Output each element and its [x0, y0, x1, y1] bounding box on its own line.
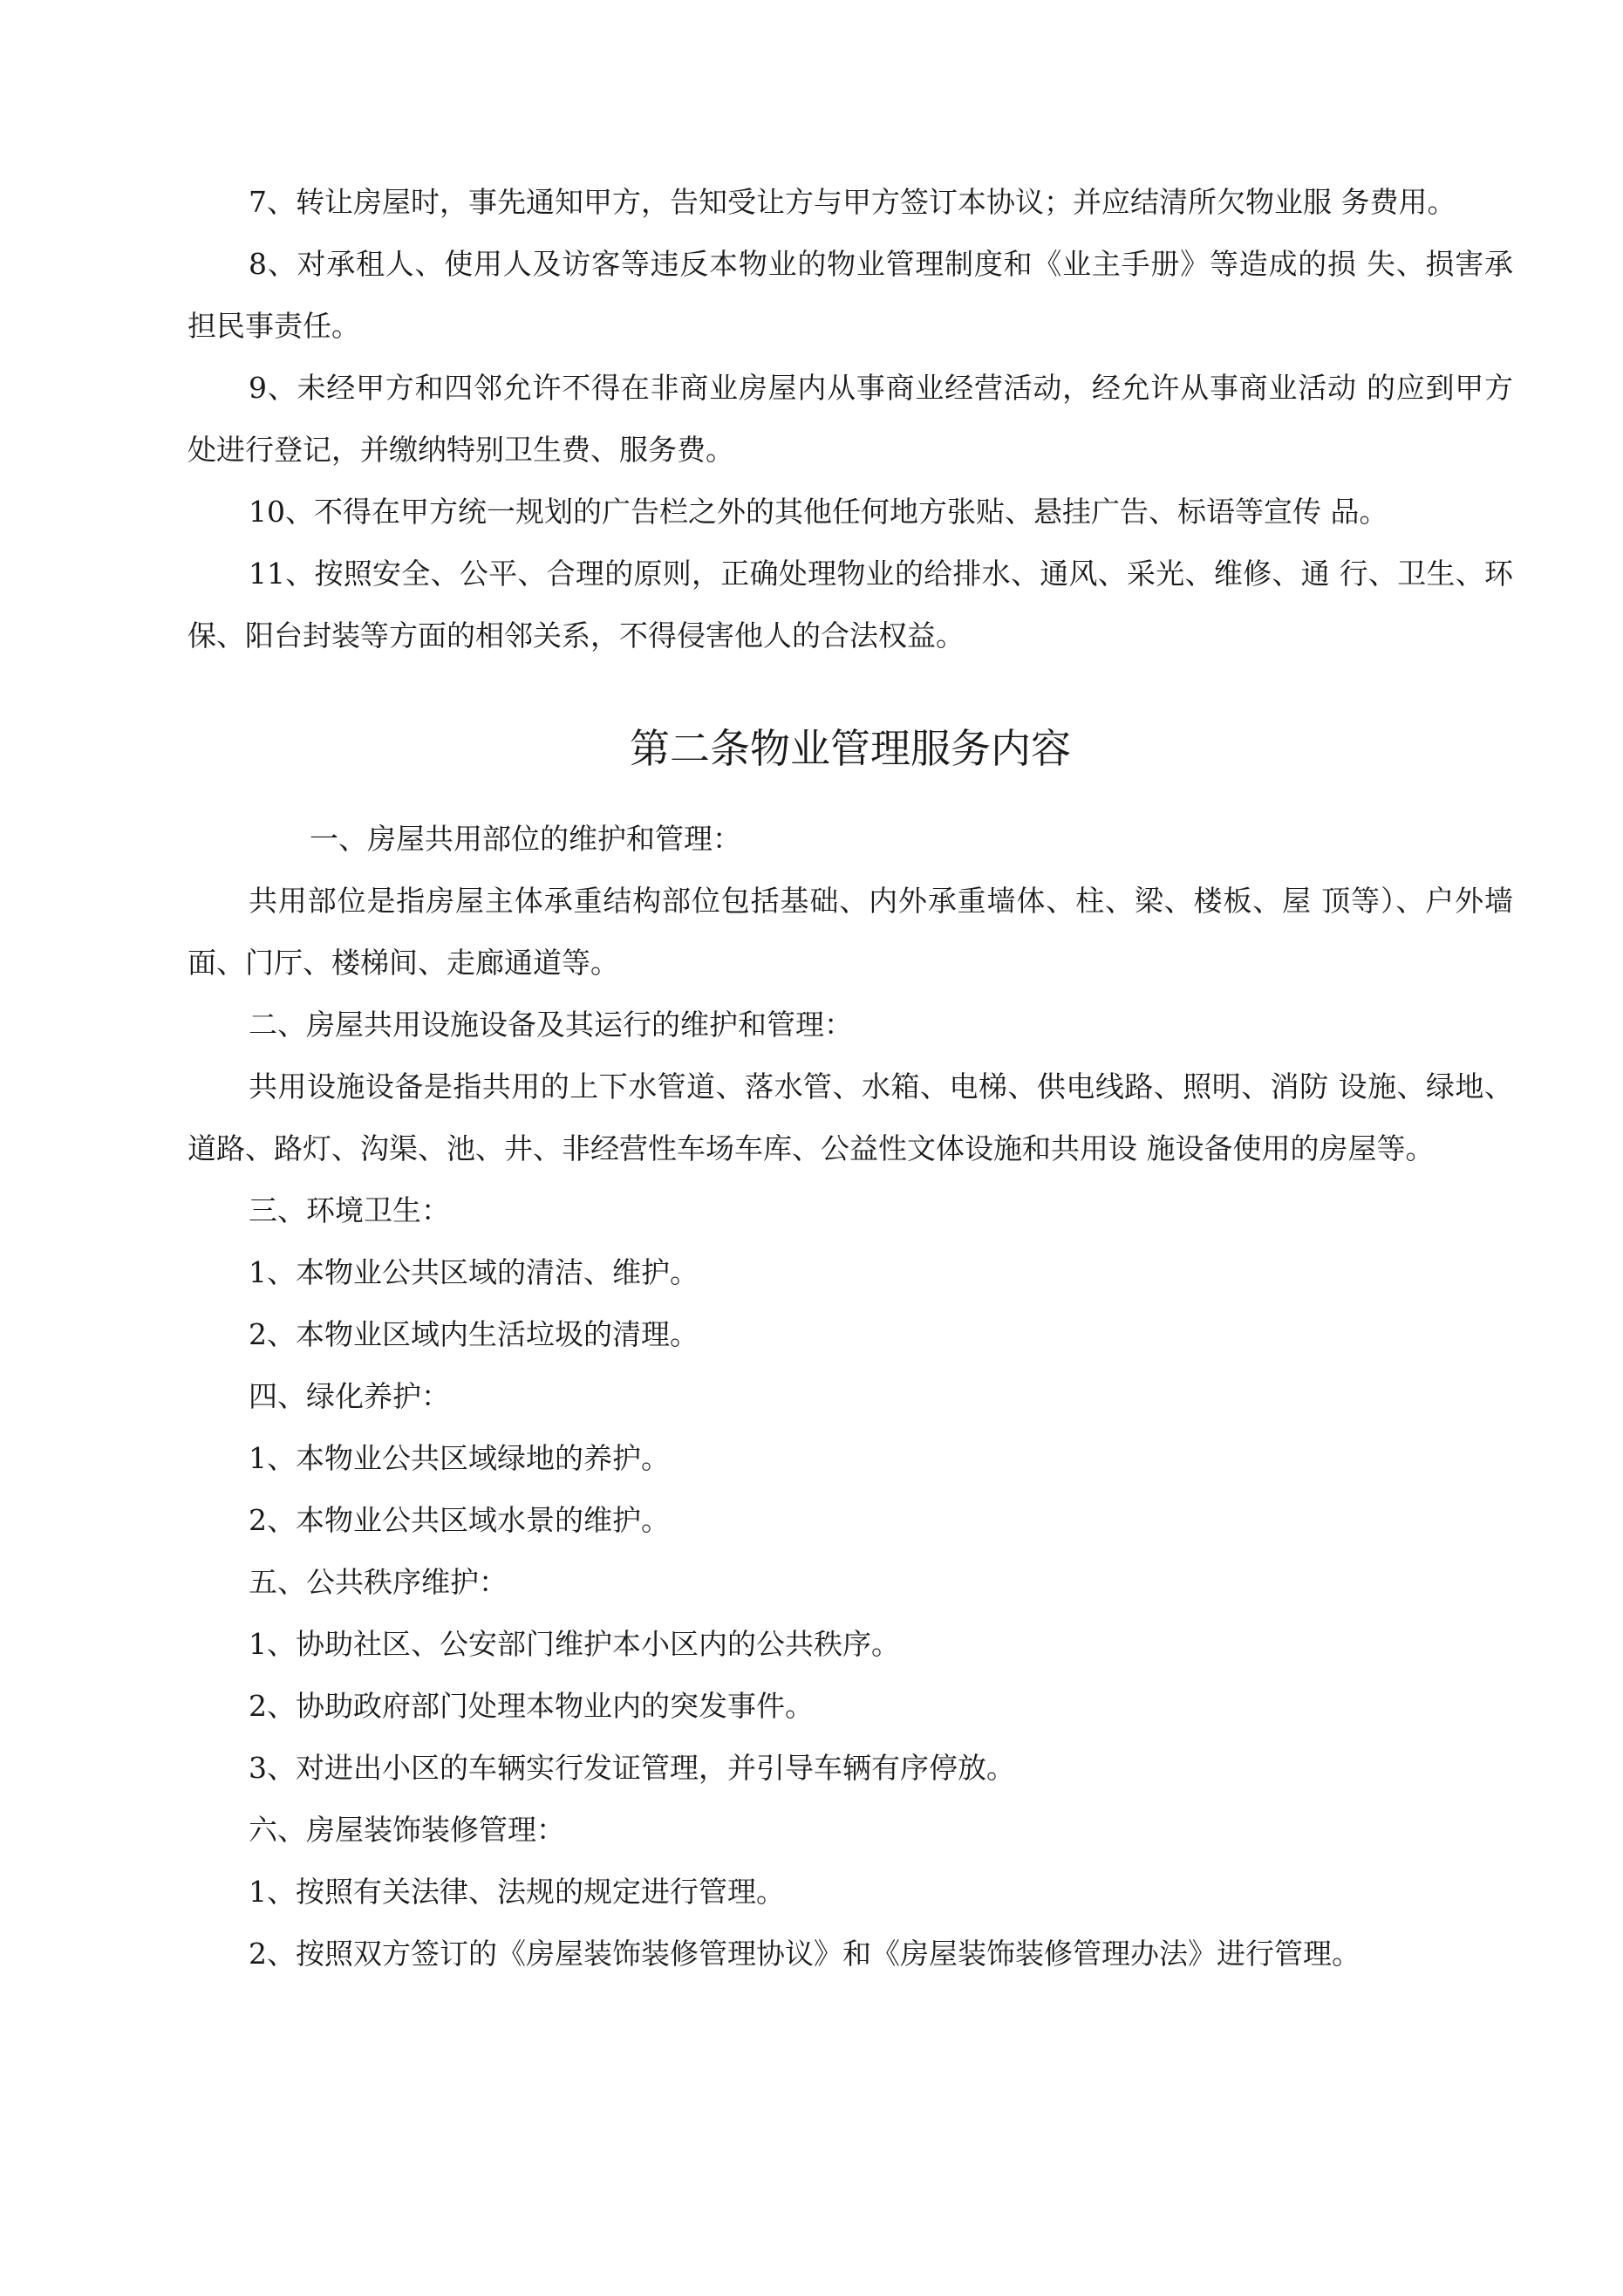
subsection-title-decoration: 六、房屋装饰装修管理：: [249, 1813, 565, 1847]
subsection-title-shared-parts: 一、房屋共用部位的维护和管理：: [310, 822, 741, 856]
shared-parts-description: 共用部位是指房屋主体承重结构部位包括基础、内外承重墙体、柱、梁、楼板、屋 顶等）、户外墙面、门厅、楼梯间、走廊通道等。: [188, 884, 1513, 980]
decoration-item-1: 1、按照有关法律、法规的规定进行管理。: [249, 1875, 785, 1909]
document-body: [188, 171, 1513, 1985]
sanitation-item-2: 2、本物业区域内生活垃圾的清理。: [249, 1317, 699, 1351]
clause-7: 7、转让房屋时，事先通知甲方，告知受让方与甲方签订本协议；并应结清所欠物业服 务费用。: [249, 185, 1456, 219]
greening-item-1: 1、本物业公共区域绿地的养护。: [249, 1441, 670, 1475]
public-order-item-3: 3、对进出小区的车辆实行发证管理，并引导车辆有序停放。: [249, 1751, 1015, 1785]
clause-9: 9、未经甲方和四邻允许不得在非商业房屋内从事商业经营活动，经允许从事商业活动 的应到甲方处进行登记，并缴纳特别卫生费、服务费。: [188, 371, 1513, 467]
greening-item-2: 2、本物业公共区域水景的维护。: [249, 1503, 670, 1537]
clause-8: 8、对承租人、使用人及访客等违反本物业的物业管理制度和《业主手册》等造成的损 失、损害承担民事责任。: [188, 247, 1513, 343]
subsection-title-public-order: 五、公共秩序维护：: [249, 1565, 508, 1599]
sanitation-item-1: 1、本物业公共区域的清洁、维护。: [249, 1255, 699, 1289]
decoration-item-2: 2、按照双方签订的《房屋装饰装修管理协议》和《房屋装饰装修管理办法》进行管理。: [249, 1937, 1360, 1971]
shared-facilities-description: 共用设施设备是指共用的上下水管道、落水管、水箱、电梯、供电线路、照明、消防 设施、绿地、道路、路灯、沟渠、池、井、非经营性车场车库、公益性文体设施和共用设 施设备使用的房屋等。: [188, 1069, 1513, 1165]
public-order-item-1: 1、协助社区、公安部门维护本小区内的公共秩序。: [249, 1627, 900, 1661]
public-order-item-2: 2、协助政府部门处理本物业内的突发事件。: [249, 1689, 814, 1723]
clause-11: 11、按照安全、公平、合理的原则，正确处理物业的给排水、通风、采光、维修、通 行、卫生、环保、阳台封装等方面的相邻关系，不得侵害他人的合法权益。: [188, 557, 1513, 653]
subsection-title-greening: 四、绿化养护：: [249, 1379, 450, 1413]
subsection-title-shared-facilities: 二、房屋共用设施设备及其运行的维护和管理：: [249, 1008, 853, 1042]
section-heading: 第二条物业管理服务内容: [630, 725, 1071, 772]
subsection-title-sanitation: 三、环境卫生：: [249, 1193, 450, 1227]
clause-10: 10、不得在甲方统一规划的广告栏之外的其他任何地方张贴、悬挂广告、标语等宣传 品。: [249, 495, 1388, 529]
